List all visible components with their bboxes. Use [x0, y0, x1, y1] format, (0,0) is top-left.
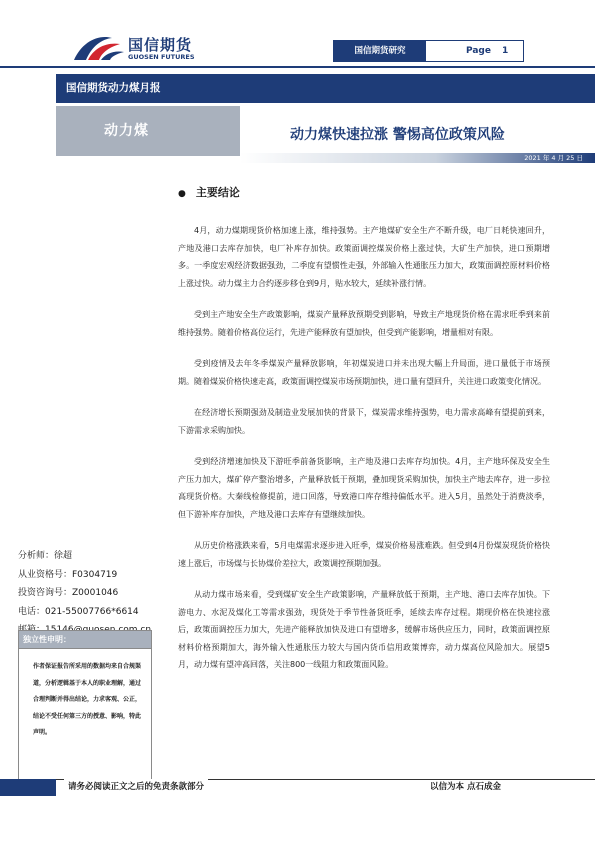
footer-disclaimer: 请务必阅读正文之后的免责条款部分: [64, 779, 208, 796]
analyst-name: 分析师：徐超: [18, 551, 73, 561]
paragraph: 4月，动力煤期现货价格加速上涨，维持强势。主产地煤矿安全生产不断升级，电厂日耗快速回升，产地及港口去库存加快，电厂补库存加快。政策面调控煤炭价格上涨过快，大矿生产加快，进口预期增多。一季度宏观经济数据强劲，二季度有望惯性走强，外部输入性通胀压力加大，政策面调控原材料价格上涨过快。动力煤主力合约逐步移仓到9月，贴水较大，延续补涨行情。: [178, 226, 550, 288]
section-heading: [178, 184, 240, 200]
date-bar: [240, 153, 595, 163]
logo-chinese-name: 国信期货: [128, 36, 193, 54]
header-divider: [0, 66, 595, 68]
independence-statement: [18, 630, 152, 787]
paragraph: 受到疫情及去年冬季煤炭产量释放影响，年初煤炭进口并未出现大幅上升局面，进口量低于市场预期。随着煤炭价格快速走高，政策面调控煤炭市场预期加快，进口量有望回升，关注进口政策变化情况。: [178, 359, 550, 386]
paragraph: 受到经济增速加快及下游旺季前备货影响，主产地及港口去库存均加快。4月，主产地环保及安全生产压力加大，煤矿停产整治增多，产量释放低于预期，叠加现货采购加快，加快主产地去库存，进一步拉高现货价格。大秦线检修提前，进口回落，导致港口库存维持偏低水平。进入5月，虽然处于消费淡季，但下游补库存加快，产地及港口去库存有望继续加快。: [178, 457, 550, 519]
paragraph: 在经济增长预期强劲及制造业发展加快的背景下，煤炭需求维持强势，电力需求高峰有望提前到来，下游需求采购加快。: [178, 408, 550, 435]
main-content: [178, 222, 550, 688]
company-logo: [72, 30, 212, 64]
category-block: [56, 106, 240, 156]
statement-text: 作者保证报告所采用的数据均来自合规渠道，分析逻辑基于本人的职业理解，通过合理判断并得出结论，力求客观、公正，结论不受任何第三方的授意、影响，特此声明。: [33, 663, 142, 736]
bullet-icon: ●: [178, 189, 186, 199]
series-band: [56, 74, 595, 103]
paragraph: 从历史价格涨跌来看，5月电煤需求逐步进入旺季，煤炭价格易涨难跌。但受到4月份煤炭现货价格快速上涨后，市场煤与长协煤价差拉大，政策调控预期加强。: [178, 541, 550, 568]
analyst-phone: 电话：021-55007766*6614: [18, 606, 139, 617]
report-series: 国信期货动力煤月报: [66, 82, 161, 94]
logo-english-name: GUOSEN FUTURES: [128, 53, 195, 61]
analyst-advisor-id: 投资咨询号：Z0001046: [18, 588, 119, 598]
statement-heading: 独立性申明：: [23, 635, 71, 644]
analyst-info: [18, 547, 170, 640]
footer-slogan: 以信为本 点石成金: [430, 782, 501, 792]
paragraph: 受到主产地安全生产政策影响，煤炭产量释放预期受到影响，导致主产地现货价格在需求旺季到来前维持强势。随着价格高位运行，先进产能释放有望加快，但受到产能影响，增量相对有限。: [178, 310, 550, 337]
page-number: 1: [502, 46, 509, 56]
section-heading-text: 主要结论: [195, 186, 240, 199]
analyst-cert: 从业资格号：F0304719: [18, 569, 118, 580]
statement-header: [19, 631, 151, 649]
research-label: 国信期货研究: [334, 41, 426, 61]
report-title: 动力煤快速拉涨 警惕高位政策风险: [290, 127, 505, 143]
page-label: Page: [466, 46, 491, 56]
category-label: 动力煤: [104, 123, 149, 139]
page-header-box: [333, 40, 524, 62]
report-date: 2021 年 4 月 25 日: [524, 154, 583, 162]
logo-mark-icon: [72, 30, 126, 64]
paragraph: 从动力煤市场来看，受到煤矿安全生产政策影响，产量释放低于预期，主产地、港口去库存加快。下游电力、水泥及煤化工等需求强劲，现货处于季节性备货旺季，延续去库存过程。期现价格在快速拉涨后，政策面调控压力加大，先进产能释放加快及进口有望增多，缓解市场供应压力，同时，政策面调控原材料价格预期加大，海外输入性通胀压力较大与国内货币信用政策博弈，动力煤高位风险加大。展望5月，动力煤有望冲高回落，关注800一线阻力和政策面风险。: [178, 590, 550, 669]
